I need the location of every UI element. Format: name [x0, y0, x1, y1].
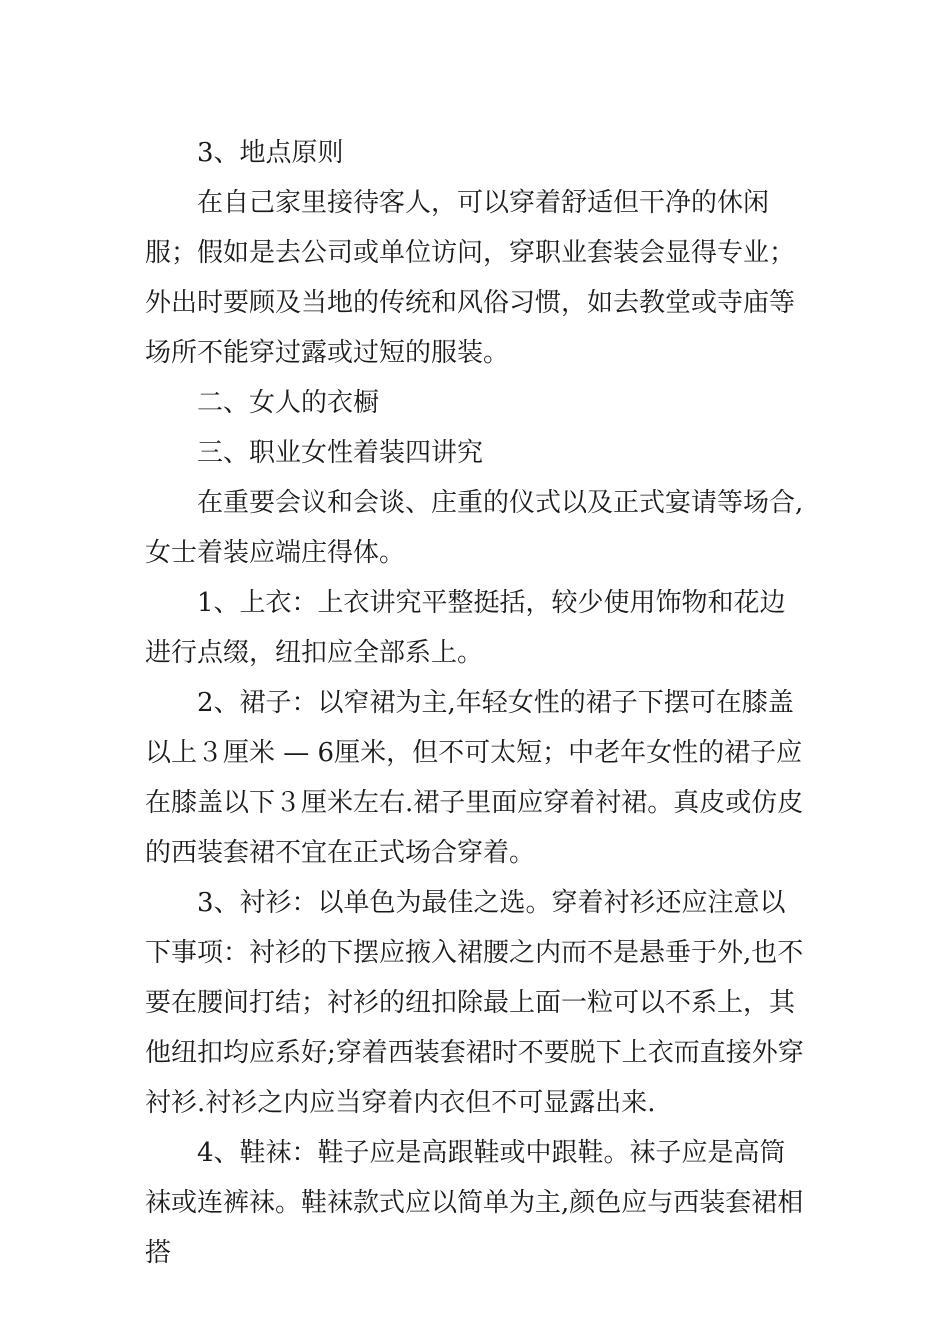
- paragraph-shirt: 3、衬衫：以单色为最佳之选。穿着衬衫还应注意以下事项：衬衫的下摆应掖入裙腰之内而不是悬垂于外,也不要在腰间打结；衬衫的纽扣除最上面一粒可以不系上，其他纽扣均应系好;穿着西装套裙时不要脱下上衣而直接外穿衬衫.衬衫之内应当穿着内衣但不可显露出来.: [145, 888, 804, 1118]
- paragraph-location-principle: 在自己家里接待客人，可以穿着舒适但干净的休闲服；假如是去公司或单位访问，穿职业套装会显得专业；外出时要顾及当地的传统和风俗习惯，如去教堂或寺庙等场所不能穿过露或过短的服装。: [145, 188, 796, 368]
- document-body: [145, 128, 810, 1278]
- section-heading-womens-wardrobe: 二、女人的衣橱: [197, 388, 380, 418]
- paragraph-formal-occasions: 在重要会议和会谈、庄重的仪式以及正式宴请等场合,女士着装应端庄得体。: [145, 488, 804, 568]
- section-heading-location-principle: 3、地点原则: [197, 138, 344, 168]
- paragraph-skirt: 2、裙子：以窄裙为主,年轻女性的裙子下摆可在膝盖以上３厘米 — 6厘米，但不可太短；中老年女性的裙子应在膝盖以下３厘米左右.裙子里面应穿着衬裙。真皮或仿皮的西装套裙不宜在正式场合穿着。: [145, 688, 804, 868]
- section-heading-professional-attire: 三、职业女性着装四讲究: [197, 438, 484, 468]
- paragraph-jacket: 1、上衣：上衣讲究平整挺括，较少使用饰物和花边进行点缀，纽扣应全部系上。: [145, 588, 786, 668]
- paragraph-shoes-socks: 4、鞋袜：鞋子应是高跟鞋或中跟鞋。袜子应是高筒袜或连裤袜。鞋袜款式应以简单为主,颜色应与西装套裙相搭: [145, 1138, 804, 1268]
